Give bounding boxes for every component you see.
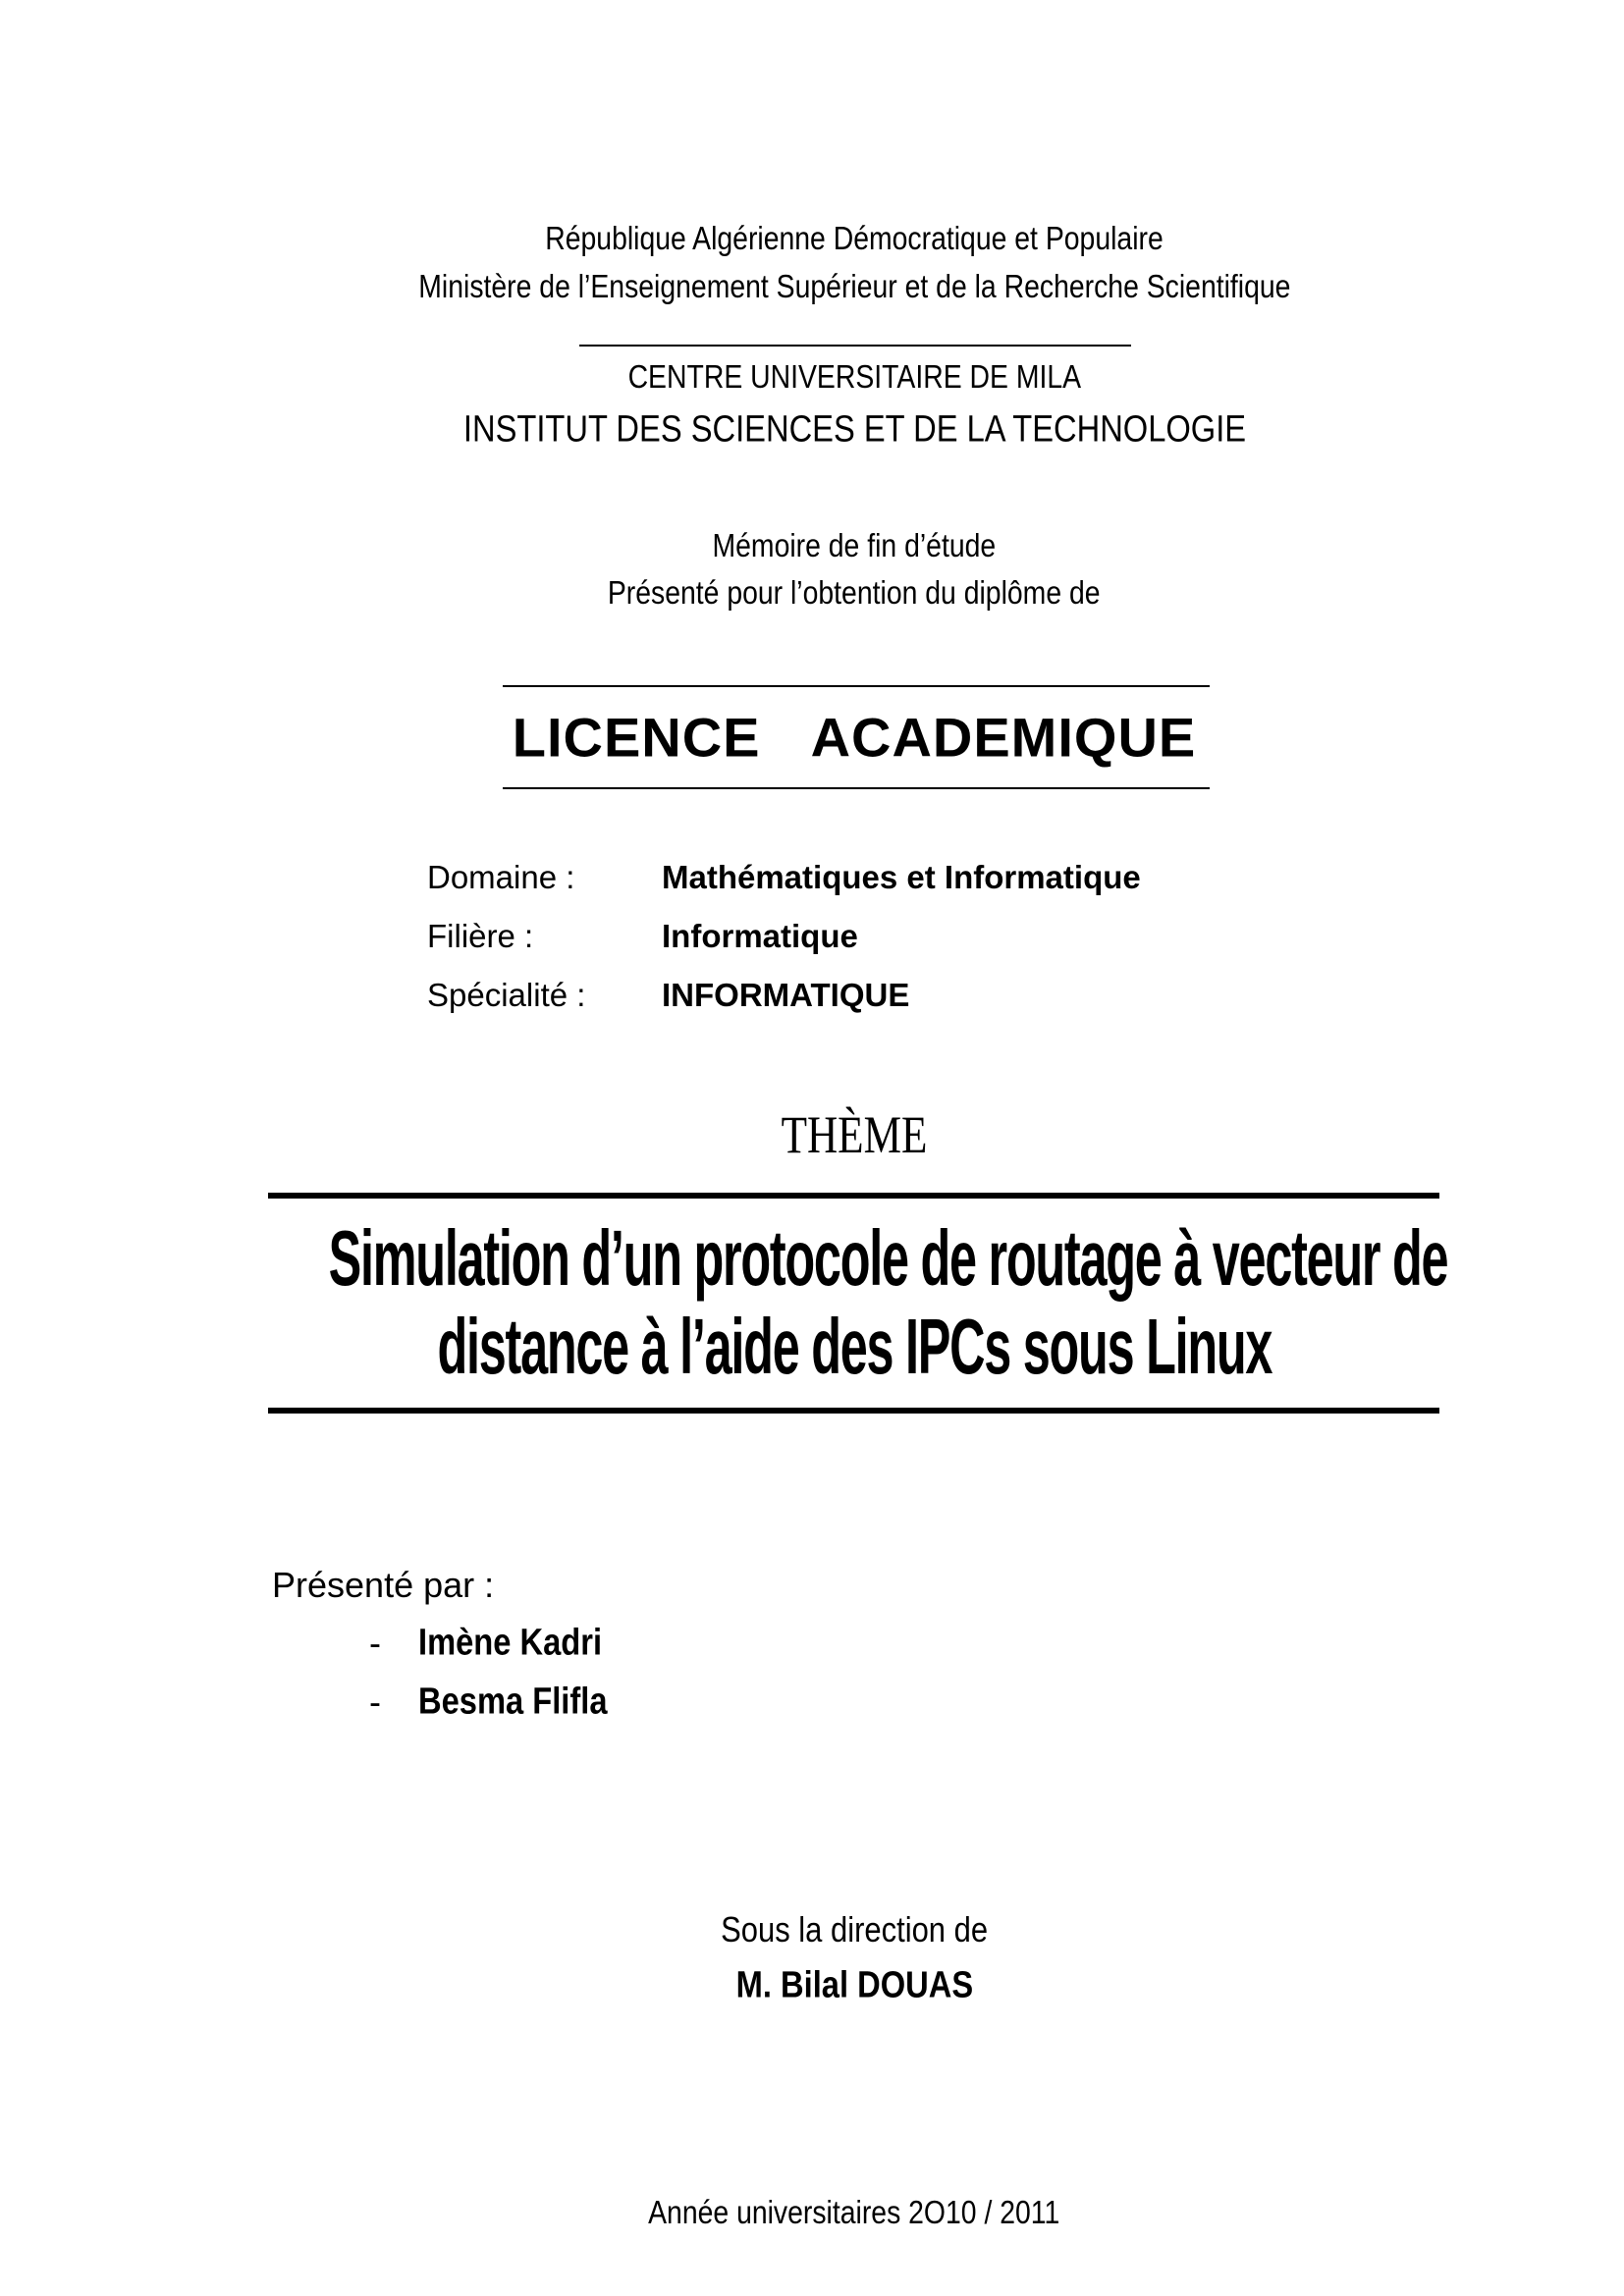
divider	[503, 787, 1210, 789]
thick-divider	[268, 1408, 1439, 1414]
authors-label: Présenté par :	[272, 1565, 495, 1605]
degree-title: LICENCE ACADEMIQUE	[512, 706, 1197, 769]
diploma-line: Présenté pour l’obtention du diplôme de	[608, 574, 1101, 611]
bullet: -	[369, 1682, 381, 1722]
field-label-domaine: Domaine :	[427, 859, 575, 895]
memoire-line: Mémoire de fin d’étude	[712, 527, 997, 563]
institute-name: INSTITUT DES SCIENCES ET DE LA TECHNOLOGIE	[462, 408, 1246, 451]
author-name: Imène Kadri	[418, 1622, 603, 1664]
theme-heading: THÈME	[781, 1105, 928, 1164]
divider	[579, 345, 1131, 347]
thesis-title-line2: distance à l’aide des IPCs sous Linux	[437, 1303, 1272, 1390]
supervisor-label: Sous la direction de	[721, 1909, 988, 1949]
field-label-specialite: Spécialité :	[427, 977, 586, 1013]
field-value-specialite: INFORMATIQUE	[662, 977, 910, 1013]
thick-divider	[268, 1193, 1439, 1199]
supervisor-name: M. Bilal DOUAS	[735, 1964, 973, 2006]
republic-line: République Algérienne Démocratique et Populaire	[545, 220, 1164, 256]
bullet: -	[369, 1623, 381, 1663]
divider	[503, 685, 1210, 687]
field-value-domaine: Mathématiques et Informatique	[662, 859, 1141, 895]
field-value-filiere: Informatique	[662, 918, 858, 954]
author-name: Besma Flifla	[418, 1681, 608, 1723]
thesis-title-line1: Simulation d’un protocole de routage à vecteur de	[328, 1214, 1448, 1302]
academic-year: Année universitaires 2O10 / 2011	[648, 2194, 1060, 2230]
field-label-filiere: Filière :	[427, 918, 534, 954]
ministry-line: Ministère de l’Enseignement Supérieur et de la Recherche Scientifique	[417, 268, 1291, 304]
university-name: CENTRE UNIVERSITAIRE DE MILA	[627, 358, 1081, 395]
